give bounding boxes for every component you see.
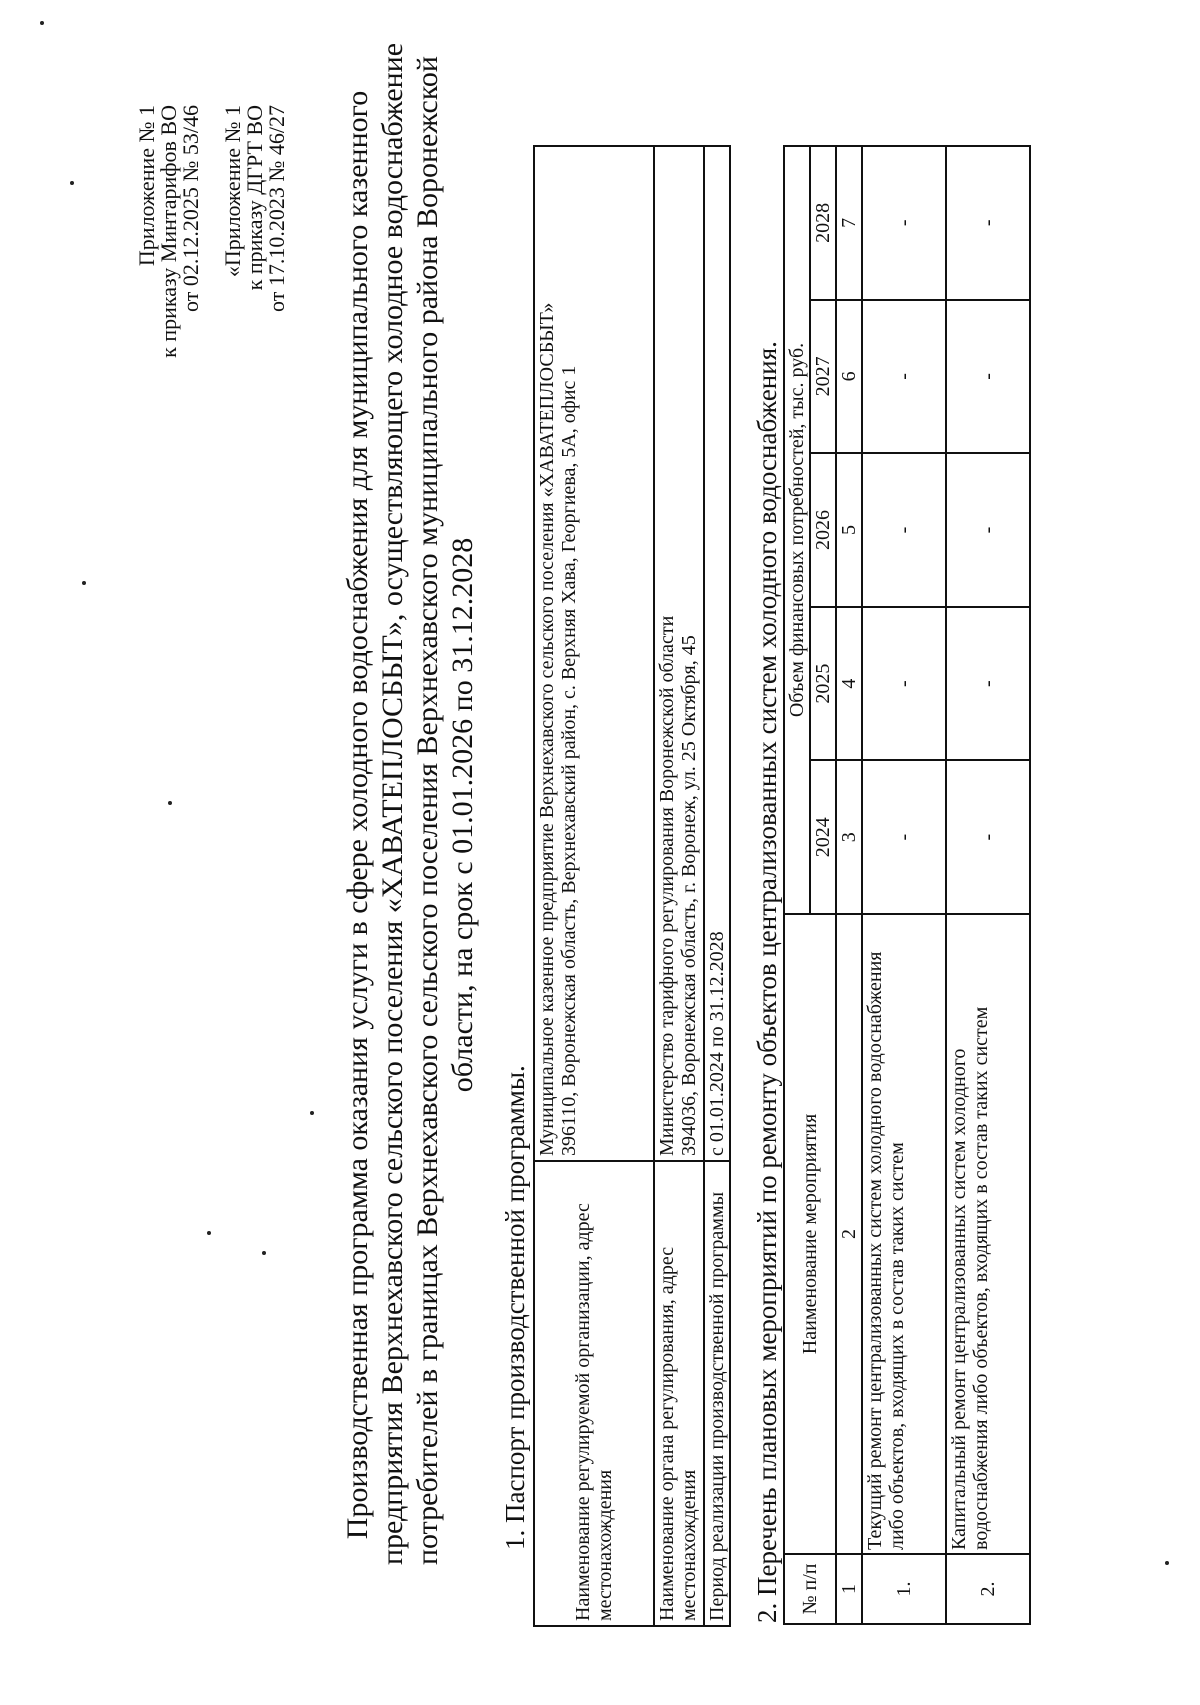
scan-speck xyxy=(310,1111,314,1115)
column-header-financial-volume: Объем финансовых потребностей, тыс. руб. xyxy=(784,146,810,914)
row-number: 2. xyxy=(946,1554,1030,1624)
appendix-reference-old xyxy=(222,105,288,525)
row-value: - xyxy=(862,300,946,454)
column-index: 7 xyxy=(836,146,862,300)
title-line4: области, на срок с 01.01.2026 по 31.12.2028 xyxy=(446,537,479,1093)
row-value: - xyxy=(862,453,946,607)
table-row xyxy=(654,146,704,1626)
column-header-year: 2028 xyxy=(810,146,836,300)
table-row xyxy=(862,146,946,1624)
column-index: 6 xyxy=(836,300,862,454)
column-header-name: Наименование мероприятия xyxy=(784,914,836,1554)
scan-speck xyxy=(168,801,172,805)
appendix-new-line1: Приложение № 1 xyxy=(134,105,159,267)
passport-table xyxy=(533,145,731,1627)
column-header-number: № п/п xyxy=(784,1554,836,1624)
appendix-old-line3: от 17.10.2023 № 46/27 xyxy=(264,105,289,312)
row-value: - xyxy=(946,453,1030,607)
passport-regulator-address: 394036, Воронежская область, г. Воронеж, ул. 25 Октября, 45 xyxy=(678,635,700,1156)
row-activity-name: Текущий ремонт централизованных систем холодного водоснабжения либо объектов, входящих в состав таких систем xyxy=(862,914,946,1554)
table-row xyxy=(534,146,654,1626)
passport-label-organization: Наименование регулируемой организации, адрес местонахождения xyxy=(534,1161,654,1626)
scan-speck xyxy=(82,581,86,585)
scan-speck xyxy=(40,21,44,25)
table-header-row xyxy=(784,146,810,1624)
appendix-new-line3: от 02.12.2025 № 53/46 xyxy=(178,105,203,312)
scan-speck xyxy=(70,181,74,185)
appendix-new-line2: к приказу Минтарифов ВО xyxy=(156,105,181,358)
passport-org-name: Муниципальное казенное предприятие Верхнехавского сельского поселения «ХАВАТЕПЛОСБЫТ» xyxy=(536,302,558,1156)
row-value: - xyxy=(862,760,946,914)
column-index: 5 xyxy=(836,453,862,607)
column-header-year: 2026 xyxy=(810,453,836,607)
document-title xyxy=(340,42,480,1565)
passport-org-address: 396110, Воронежская область, Верхнехавский район, с. Верхняя Хава, Георгиева, 5А, офис 1 xyxy=(558,365,580,1156)
row-value: - xyxy=(946,146,1030,300)
passport-value-organization xyxy=(534,146,654,1161)
repair-plan-table xyxy=(783,145,1031,1625)
column-index: 1 xyxy=(836,1554,862,1624)
row-value: - xyxy=(862,607,946,761)
passport-value-regulator xyxy=(654,146,704,1161)
scan-speck xyxy=(262,1251,266,1255)
table-row xyxy=(946,146,1030,1624)
table-row xyxy=(704,146,730,1626)
title-line1: Производственная программа оказания услуги в сфере холодного водоснабжения для муниципального казенного xyxy=(341,90,374,1540)
row-value: - xyxy=(862,146,946,300)
scan-speck xyxy=(207,1231,211,1235)
section1-heading: 1. Паспорт производственной программы. xyxy=(500,1065,530,1550)
column-index: 2 xyxy=(836,914,862,1554)
column-index-row xyxy=(836,146,862,1624)
passport-value-period: с 01.01.2024 по 31.12.2028 xyxy=(704,146,730,1161)
appendix-old-line2: к приказу ДГРТ ВО xyxy=(242,105,267,291)
row-value: - xyxy=(946,607,1030,761)
column-index: 3 xyxy=(836,760,862,914)
section2-heading: 2. Перечень плановых мероприятий по ремонту объектов централизованных систем холодного водоснабжения. xyxy=(752,341,782,1623)
scan-speck xyxy=(1165,1561,1169,1565)
title-line3: потребителей в границах Верхнехавского сельского поселения Верхнехавского муниципального района Воронежской xyxy=(411,56,444,1565)
title-line2: предприятия Верхнехавского сельского поселения «ХАВАТЕПЛОСБЫТ», осуществляющего холодное водоснабжение xyxy=(376,42,409,1565)
appendix-old-line1: «Приложение № 1 xyxy=(220,105,245,278)
column-index: 4 xyxy=(836,607,862,761)
column-header-year: 2025 xyxy=(810,607,836,761)
row-value: - xyxy=(946,760,1030,914)
passport-label-regulator: Наименование органа регулирования, адрес местонахождения xyxy=(654,1161,704,1626)
column-header-year: 2027 xyxy=(810,300,836,454)
passport-label-period: Период реализации производственной программы xyxy=(704,1161,730,1626)
row-value: - xyxy=(946,300,1030,454)
passport-regulator-name: Министерство тарифного регулирования Воронежской области xyxy=(656,615,678,1156)
appendix-reference-new xyxy=(136,105,202,525)
column-header-year: 2024 xyxy=(810,760,836,914)
row-activity-name: Капитальный ремонт централизованных систем холодного водоснабжения либо объектов, входящих в состав таких систем xyxy=(946,914,1030,1554)
row-number: 1. xyxy=(862,1554,946,1624)
